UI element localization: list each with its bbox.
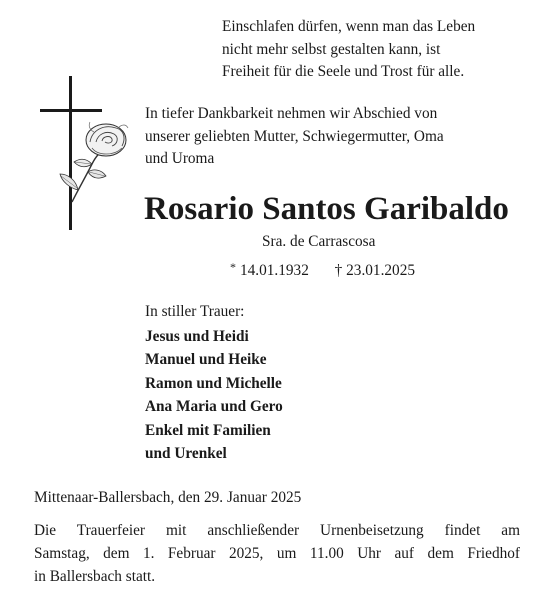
farewell-intro [145,103,545,171]
mourner-name: Ramon und Michelle [145,374,282,392]
mourner-name: Enkel mit Familien [145,421,271,439]
cross-with-rose-icon [34,72,144,237]
service-line: in Ballersbach statt. [34,567,156,585]
intro-line: und Uroma [145,150,215,167]
mourner-name: Manuel und Heike [145,351,267,369]
quote [222,16,542,84]
mourners-list [145,325,283,465]
intro-line: unserer geliebten Mutter, Schwiegermutter, Oma [145,127,444,145]
service-info [34,520,520,588]
life-dates [230,256,415,282]
mourning-label: In stiller Trauer: [145,303,245,320]
birth-date: 14.01.1932 [240,262,309,279]
mourner-name: und Urenkel [145,445,227,463]
deceased-name: Rosario Santos Garibaldo [144,191,509,227]
quote-line: Freiheit für die Seele und Trost für alle. [222,63,465,80]
intro-line: In tiefer Dankbarkeit nehmen wir Abschied von [145,105,438,122]
death-symbol: † [334,262,343,279]
mourner-name: Ana Maria und Gero [145,398,283,416]
death-date: 23.01.2025 [346,262,415,279]
service-line: Die Trauerfeier mit anschließender Urnenbeisetzung findet am [34,522,520,539]
quote-line: nicht mehr selbst gestalten kann, ist [222,40,441,58]
mourner-name: Jesus und Heidi [145,328,249,345]
birth-symbol: * [230,260,236,274]
quote-line: Einschlafen dürfen, wenn man das Leben [222,18,476,35]
place-and-date: Mittenaar-Ballersbach, den 29. Januar 2025 [34,489,302,506]
maiden-name: Sra. de Carrascosa [262,233,376,250]
service-line: Samstag, dem 1. Februar 2025, um 11.00 Uhr auf dem Friedhof [34,544,520,562]
